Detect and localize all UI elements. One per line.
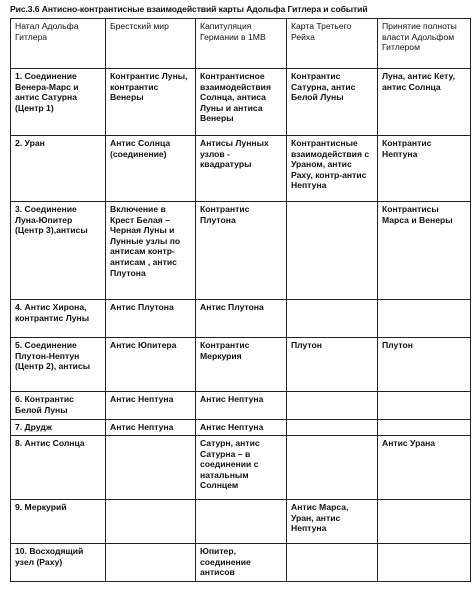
table-cell: Антис Плутона (106, 300, 196, 338)
table-cell (378, 544, 471, 582)
table-row (11, 338, 471, 392)
table-cell (287, 202, 378, 300)
header-cell: Принятие полноты власти Адольфом Гитлером (378, 19, 471, 69)
table-cell: 5. Соединение Плутон-Нептун (Центр 2), антисы (11, 338, 106, 392)
table-row (11, 300, 471, 338)
table-row (11, 420, 471, 436)
table-cell (287, 436, 378, 500)
table-row (11, 202, 471, 300)
table-cell: Контрантис Плутона (196, 202, 287, 300)
table-cell: Плутон (287, 338, 378, 392)
table-cell (287, 300, 378, 338)
table-cell: Сатурн, антис Сатурна – в соединении с натальным Солнцем (196, 436, 287, 500)
table-cell (196, 500, 287, 544)
table-cell: 10. Восходящий узел (Раху) (11, 544, 106, 582)
table-cell (378, 300, 471, 338)
table-cell: Контрантисные взаимодействия с Ураном, антис Раху, контр-антис Нептуна (287, 136, 378, 202)
table-cell: Антис Марса, Уран, антис Нептуна (287, 500, 378, 544)
table-cell: Антис Нептуна (106, 420, 196, 436)
header-cell: Натал Адольфа Гитлера (11, 19, 106, 69)
table-cell: Включение в Крест Белая – Черная Луны и Лунные узлы по антисам контр-антисам , антис Плутона (106, 202, 196, 300)
table-cell: 9. Меркурий (11, 500, 106, 544)
table-cell: Юпитер, соединение антисов (196, 544, 287, 582)
table-cell: 2. Уран (11, 136, 106, 202)
table-cell (378, 392, 471, 420)
table-cell: Антис Нептуна (196, 392, 287, 420)
table-cell: Луна, антис Кету, антис Солнца (378, 69, 471, 136)
table-cell: Плутон (378, 338, 471, 392)
header-row (11, 19, 471, 69)
header-cell: Карта Третьего Рейха (287, 19, 378, 69)
table-cell: 6. Контрантис Белой Луны (11, 392, 106, 420)
figure-caption: Рис.3.6 Антисно-контрантисные взаимодействий карты Адольфа Гитлера и событий (10, 4, 368, 14)
table-cell: Антис Юпитера (106, 338, 196, 392)
table-row (11, 69, 471, 136)
table-cell (106, 436, 196, 500)
table-cell: Контрантис Луны, контрантис Венеры (106, 69, 196, 136)
table-cell (106, 544, 196, 582)
table-row (11, 436, 471, 500)
table-row (11, 500, 471, 544)
table-cell: Антис Урана (378, 436, 471, 500)
table-row (11, 392, 471, 420)
table-cell (287, 392, 378, 420)
table-cell (287, 420, 378, 436)
table-cell: 7. Друдж (11, 420, 106, 436)
table-cell: 4. Антис Хирона, контрантис Луны (11, 300, 106, 338)
table-cell: Антис Плутона (196, 300, 287, 338)
table-cell: 3. Соединение Луна-Юпитер (Центр 3),антисы (11, 202, 106, 300)
table-row (11, 544, 471, 582)
header-cell: Капитуляция Германии в 1МВ (196, 19, 287, 69)
table-row (11, 136, 471, 202)
table-cell (287, 544, 378, 582)
table-cell: Антис Нептуна (106, 392, 196, 420)
table-cell: Контрантисное взаимодействия Солнца, антиса Луны и антиса Венеры (196, 69, 287, 136)
table-cell: Антис Нептуна (196, 420, 287, 436)
table-cell: Контрантисы Марса и Венеры (378, 202, 471, 300)
table-cell: 1. Соединение Венера-Марс и антис Сатурна (Центр 1) (11, 69, 106, 136)
table-cell: Контрантис Нептуна (378, 136, 471, 202)
table-cell: Контрантис Меркурия (196, 338, 287, 392)
table-cell (378, 500, 471, 544)
table-cell: 8. Антис Солнца (11, 436, 106, 500)
header-cell: Брестский мир (106, 19, 196, 69)
table-cell (106, 500, 196, 544)
table-cell: Антисы Лунных узлов - квадратуры (196, 136, 287, 202)
table-cell: Контрантис Сатурна, антис Белой Луны (287, 69, 378, 136)
table-cell: Антис Солнца (соединение) (106, 136, 196, 202)
events-table (10, 18, 471, 582)
table-cell (378, 420, 471, 436)
